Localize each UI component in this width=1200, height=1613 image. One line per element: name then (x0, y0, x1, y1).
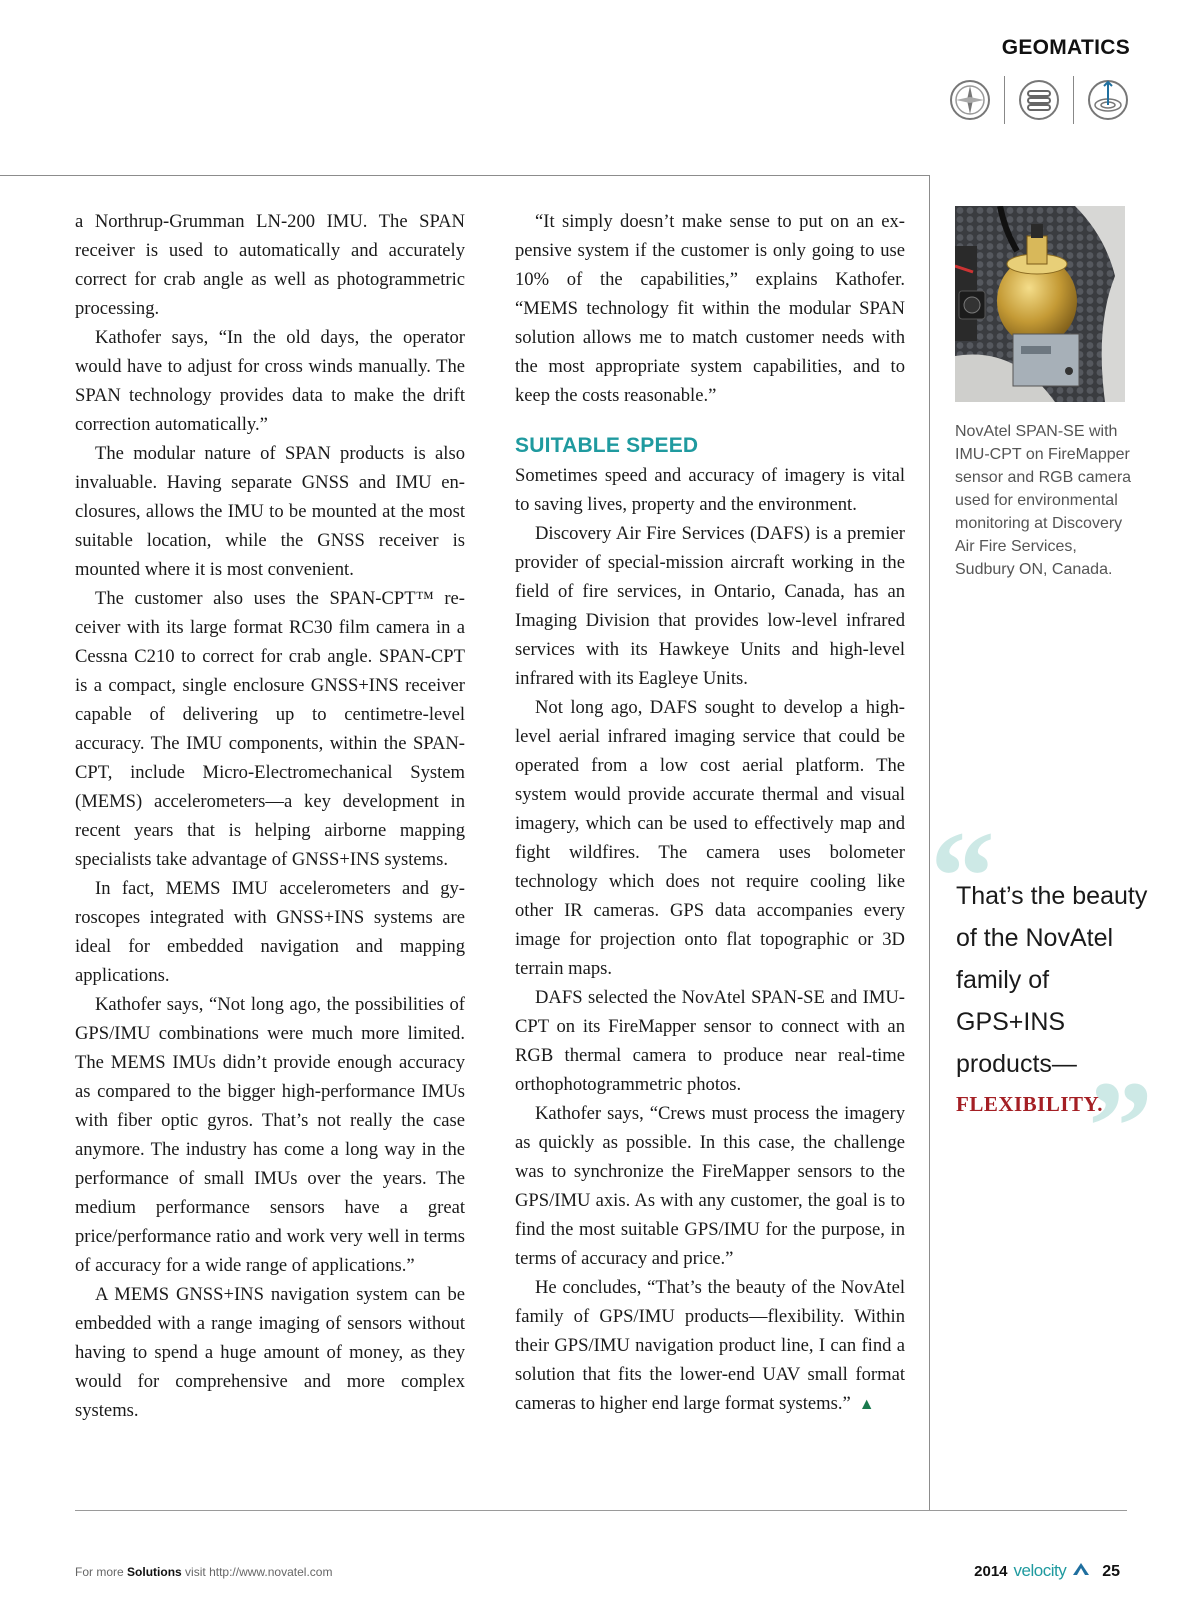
article-column-left (75, 207, 465, 1425)
novatel-logo-icon (1072, 1562, 1090, 1576)
paragraph: The modular nature of SPAN products is also invaluable. Having separate GNSS and IMU enclosures, allows the IMU to be mounted at the most suitable location, while the GNSS receiver is mounted where it is most convenient. (75, 443, 465, 580)
section-label: GEOMATICS (1001, 36, 1130, 59)
pull-quote-text: That’s the beauty of the NovAtel family of GPS+INS products— (956, 882, 1148, 1078)
paragraph: A MEMS GNSS+INS navigation system can be embedded with a range imaging of sensors without having to spend a huge amount of money, as they would for comprehensive and more complex systems. (75, 1284, 465, 1421)
pull-quote (956, 875, 1156, 1123)
article-column-middle (515, 207, 905, 1419)
footer-year: 2014 (974, 1563, 1008, 1580)
paragraph: The customer also uses the SPAN-CPT™ receiver with its large format RC30 film camera in a Cessna C210 to correct for crab angle. SPAN-CPT is a compact, single enclosure GNSS+INS receiver capable of delivering up to centimetre-level accuracy. The IMU components, within the SPAN-CPT, include Micro-Electromechanical System (MEMS) accelerometers—a key development in recent years that is helping airborne mapping specialists take advantage of GNSS+INS systems. (75, 588, 465, 870)
paragraph: In fact, MEMS IMU accelerometers and gyroscopes integrated with GNSS+INS systems are ideal for embedded navigation and mapping applications. (75, 878, 465, 986)
icon-separator (1073, 76, 1074, 124)
close-quote-mark: ” (1088, 1055, 1153, 1199)
footer-rule (75, 1510, 1127, 1511)
paragraph: Kathofer says, “Not long ago, the possibilities of GPS/IMU combinations were much more limited. The MEMS IMUs didn’t provide enough accuracy as compared to the bigger high-performance IMUs with fiber optic gyros. That’s not really the case anymore. The industry has come a long way in the performance of small IMUs over the years. The medium performance sensors have a great price/performance ratio and work very well in terms of accuracy for a wide range of applications.” (75, 994, 465, 1276)
paragraph: DAFS selected the NovAtel SPAN-SE and IMU-CPT on its FireMapper sensor to connect with an RGB thermal camera to produce near real-time orthophotogrammetric photos. (515, 987, 905, 1095)
paragraph: “It simply doesn’t make sense to put on an expensive system if the customer is only going to use 10% of the capabilities,” explains Kathofer. “MEMS technology fit within the modular SPAN solution allows me to match customer needs with the most appropriate system capabilities, and to keep the costs reasonable.” (515, 211, 905, 406)
paragraph: a Northrup-Grumman LN-200 IMU. The SPAN receiver is used to automatically and accurately correct for crab angle as well as photogrammetric processing. (75, 211, 465, 319)
footer-brand-logo: velocity (1013, 1561, 1067, 1580)
open-quote-mark: “ (930, 805, 995, 949)
equipment-photo (955, 206, 1125, 402)
footer-folio (974, 1561, 1120, 1581)
pull-quote-emphasis: FLEXIBILITY. (956, 1092, 1104, 1116)
layers-icon (1017, 78, 1061, 122)
paragraph: Not long ago, DAFS sought to develop a high-level aerial infrared imaging service that could be operated from a low cost aerial platform. The system would provide accurate thermal and visual imagery, which can be used to effectively map and fight wildfires. The camera uses bolometer technology which does not require cooling like other IR cameras. GPS data accompanies every image for projection onto flat topographic or 3D terrain maps. (515, 697, 905, 979)
paragraph-final (515, 1273, 905, 1419)
paragraph-final-text: He concludes, “That’s the beauty of the NovAtel family of GPS/IMU products—flexibility. Within their GPS/IMU navigation product line, I can find a solution that fits the lower-end UAV small format cameras to higher end large format systems.” (515, 1277, 905, 1414)
footer-solutions: Solutions (127, 1565, 182, 1579)
end-of-article-icon: ▲ (858, 1396, 875, 1413)
icon-separator (1004, 76, 1005, 124)
target-icon (1086, 78, 1130, 122)
paragraph: Sometimes speed and accuracy of imagery is vital to saving lives, property and the environment. (515, 465, 905, 515)
compass-icon (948, 78, 992, 122)
header-rule (0, 175, 930, 176)
footer-visit: visit (185, 1565, 206, 1579)
paragraph: Kathofer says, “Crews must process the imagery as quickly as possible. In this case, the challenge was to synchronize the FireMapper sensors to the GPS/IMU axis. As with any customer, the goal is to find the most suitable GPS/IMU for the purpose, in terms of accuracy and price.” (515, 1103, 905, 1269)
paragraph: Discovery Air Fire Services (DAFS) is a premier provider of special-mission aircraft working in the field of fire services, in Ontario, Canada, has an Imaging Division that provides low-level infrared services with its Hawkeye Units and high-level infrared with its Eagleye Units. (515, 523, 905, 689)
footer-credit (75, 1565, 332, 1579)
subhead-suitable-speed: SUITABLE SPEED (515, 434, 699, 457)
paragraph: Kathofer says, “In the old days, the operator would have to adjust for cross winds manually. The SPAN technology provides data to make the drift correction automatically.” (75, 327, 465, 435)
footer-url-link[interactable]: http://www.novatel.com (209, 1565, 333, 1579)
photo-caption: NovAtel SPAN-SE with IMU-CPT on FireMapper sensor and RGB camera used for environmental monitoring at Discovery Air Fire Services, Sudbury ON, Canada. (955, 423, 1132, 578)
section-icon-row (948, 76, 1130, 124)
page-number: 25 (1102, 1563, 1120, 1580)
footer-prefix: For more (75, 1565, 124, 1579)
